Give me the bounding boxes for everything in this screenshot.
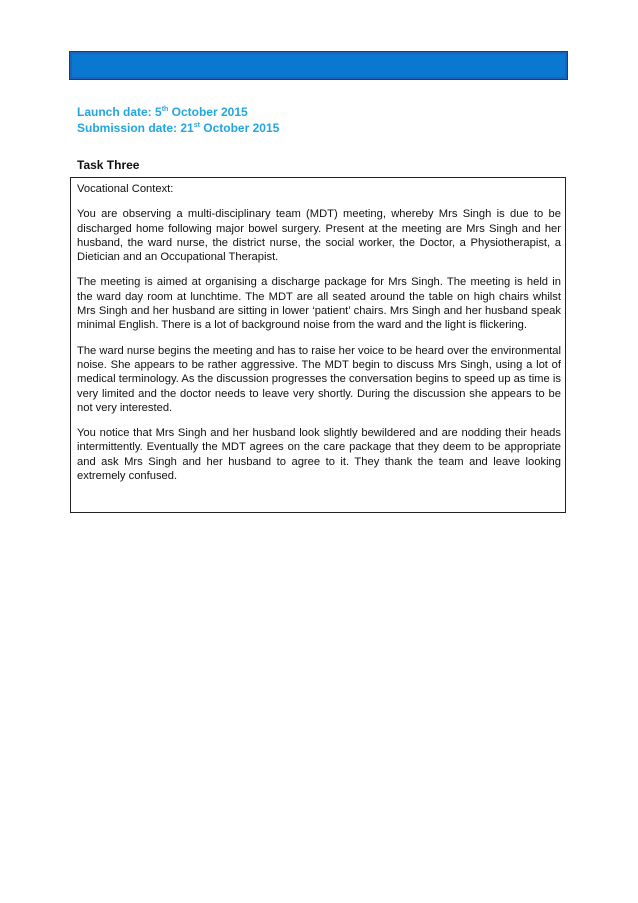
submission-date-prefix: Submission date: 21 bbox=[77, 121, 194, 135]
dates-block bbox=[77, 104, 279, 136]
submission-date-suffix: October 2015 bbox=[199, 121, 280, 135]
launch-date-ordinal: th bbox=[161, 106, 169, 113]
header-bar bbox=[69, 51, 568, 80]
launch-date-prefix: Launch date: 5 bbox=[77, 105, 162, 119]
submission-date bbox=[77, 120, 279, 136]
context-paragraph: The ward nurse begins the meeting and has to raise her voice to be heard over the environmental noise. She appears to be rather aggressive. The MDT begin to discuss Mrs Singh, using a lot of medical terminology. As the discussion progresses the conversation begins to speed up as time is very limited and the doctor needs to leave very shortly. During the discussion she appears to be not very interested. bbox=[77, 344, 561, 414]
context-paragraph: You are observing a multi-disciplinary team (MDT) meeting, whereby Mrs Singh is due to be discharged home following major bowel surgery. Present at the meeting are Mrs Singh and her husband, the ward nurse, the district nurse, the social worker, the Doctor, a Physiotherapist, a Dietician and an Occupational Therapist. bbox=[77, 208, 561, 264]
context-paragraph: You notice that Mrs Singh and her husband look slightly bewildered and are nodding their heads intermittently. Eventually the MDT agrees on the care package that they deem to be appropriate and ask Mrs Singh and her husband to agree to it. They thank the team and leave looking extremely confused. bbox=[77, 427, 561, 483]
submission-date-ordinal: st bbox=[193, 122, 200, 129]
task-title: Task Three bbox=[77, 158, 140, 172]
context-paragraph: The meeting is aimed at organising a discharge package for Mrs Singh. The meeting is held in the ward day room at lunchtime. The MDT are all seated around the table on high chairs whilst Mrs Singh and her husband are sitting in lower ‘patient’ chairs. Mrs Singh and her husband speak minimal English. There is a lot of background noise from the ward and the light is flickering. bbox=[77, 276, 561, 332]
vocational-context-box bbox=[70, 177, 566, 513]
launch-date-suffix: October 2015 bbox=[168, 105, 248, 119]
context-label: Vocational Context: bbox=[77, 183, 174, 195]
launch-date bbox=[77, 104, 279, 120]
